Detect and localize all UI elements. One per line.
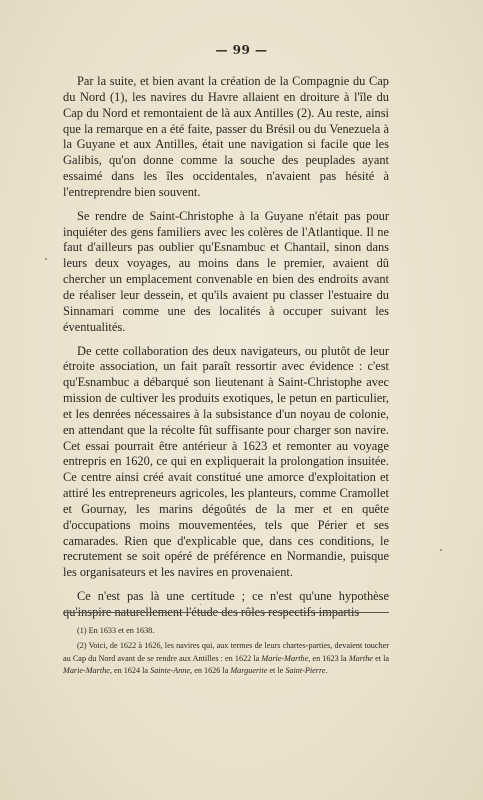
ship-name: Saint-Pierre xyxy=(285,666,326,676)
ship-name: Sainte-Anne xyxy=(150,666,191,676)
paragraph-4: Ce n'est pas là une certitude ; ce n'est qu'une hypothèse qu'inspire naturellement l'étude des rôles respectifs impartis xyxy=(63,589,389,619)
footnote-2-text: et la xyxy=(375,653,390,663)
paragraph-2: Se rendre de Saint-Christophe à la Guyane n'était pas pour inquiéter des gens familiers avec les colères de l'Atlantique. Il ne faut d'ailleurs pas oublier qu'Esnambuc et Chantail, sinon dans leurs deux voyages, au moins dans le premier, avaient dû chercher un emplacement convenable en bien des endroits avant de réaliser leur dessein, et qu'ils avaient pu classer l'estuaire du Sinnamari comme une des localités à occuper suivant les éventualités. xyxy=(63,208,389,334)
paragraph-1: Par la suite, et bien avant la création de la Compagnie du Cap du Nord (1), les navires du Havre allaient en droiture à l'île du Cap du Nord et remontaient de là aux Antilles (2). Au reste, ainsi que la remarque en a été faite, passer du Brésil ou du Venezuela à la Guyane et aux Antilles, était une navigation si facile que les Galibis, qu'on donne comme la souche des peuplades ayant essaimé dans les îles occidentales, n'avaient pas hésité à l'entreprendre bien souvent. xyxy=(63,74,389,199)
paper-speck xyxy=(440,549,442,551)
footnote-2-text: , en 1626 la xyxy=(190,666,229,676)
paper-speck xyxy=(45,258,47,260)
footnote-2-text: , en 1623 la xyxy=(308,653,347,663)
ship-name: Marie-Marthe xyxy=(261,653,309,663)
footnotes xyxy=(63,625,389,681)
footnote-2-text: . xyxy=(325,666,328,676)
footnote-2-text: , en 1624 la xyxy=(109,666,149,676)
footnote-2 xyxy=(63,640,389,677)
footnote-2-text: et le xyxy=(269,666,284,676)
footnote-2-intro: (2) Voici, de 1622 à 1626, les navires qui, aux termes de leurs chartes-parties, devaient toucher au Cap du Nord avant de se rendre aux Antilles : en 1622 la xyxy=(63,641,389,663)
footnote-1: (1) En 1633 et en 1638. xyxy=(77,626,155,635)
footnote-divider xyxy=(63,612,389,613)
paragraph-3: De cette collaboration des deux navigateurs, ou plutôt de leur étroite association, un fait paraît ressortir avec évidence : c'est qu'Esnambuc a débarqué son lieutenant à Saint-Christophe avec mission de cultiver les produits exotiques, le petun en particulier, et les denrées nécessaires à la subsistance d'un noyau de colonie, en attendant que la récolte fût suffisante pour charger son navire. Cet essai pourrait être antérieur à 1623 et remonter au voyage entrepris en 1620, ce qui en expliquerait la prolongation insuitée. Ce centre ainsi créé avait constitué une amorce d'exploitation et attiré les entrepreneurs agricoles, les planteurs, comme Cramollet et Gournay, les marins dégoûtés de la mer et en quête d'occupations moins mouvementées, tels que Périer et ses camarades. Rien que d'explicable que, dans ces conditions, le recrutement se soit opéré de préférence en Normandie, puisque les organisateurs et les navires en provenaient. xyxy=(63,343,389,580)
paper-speck xyxy=(200,604,201,605)
ship-name: Marie-Marthe xyxy=(63,666,110,676)
ship-name: Marguerite xyxy=(230,666,268,676)
page-number: — 99 — xyxy=(215,43,268,57)
ship-name: Marthe xyxy=(348,653,373,663)
main-text xyxy=(63,74,389,629)
